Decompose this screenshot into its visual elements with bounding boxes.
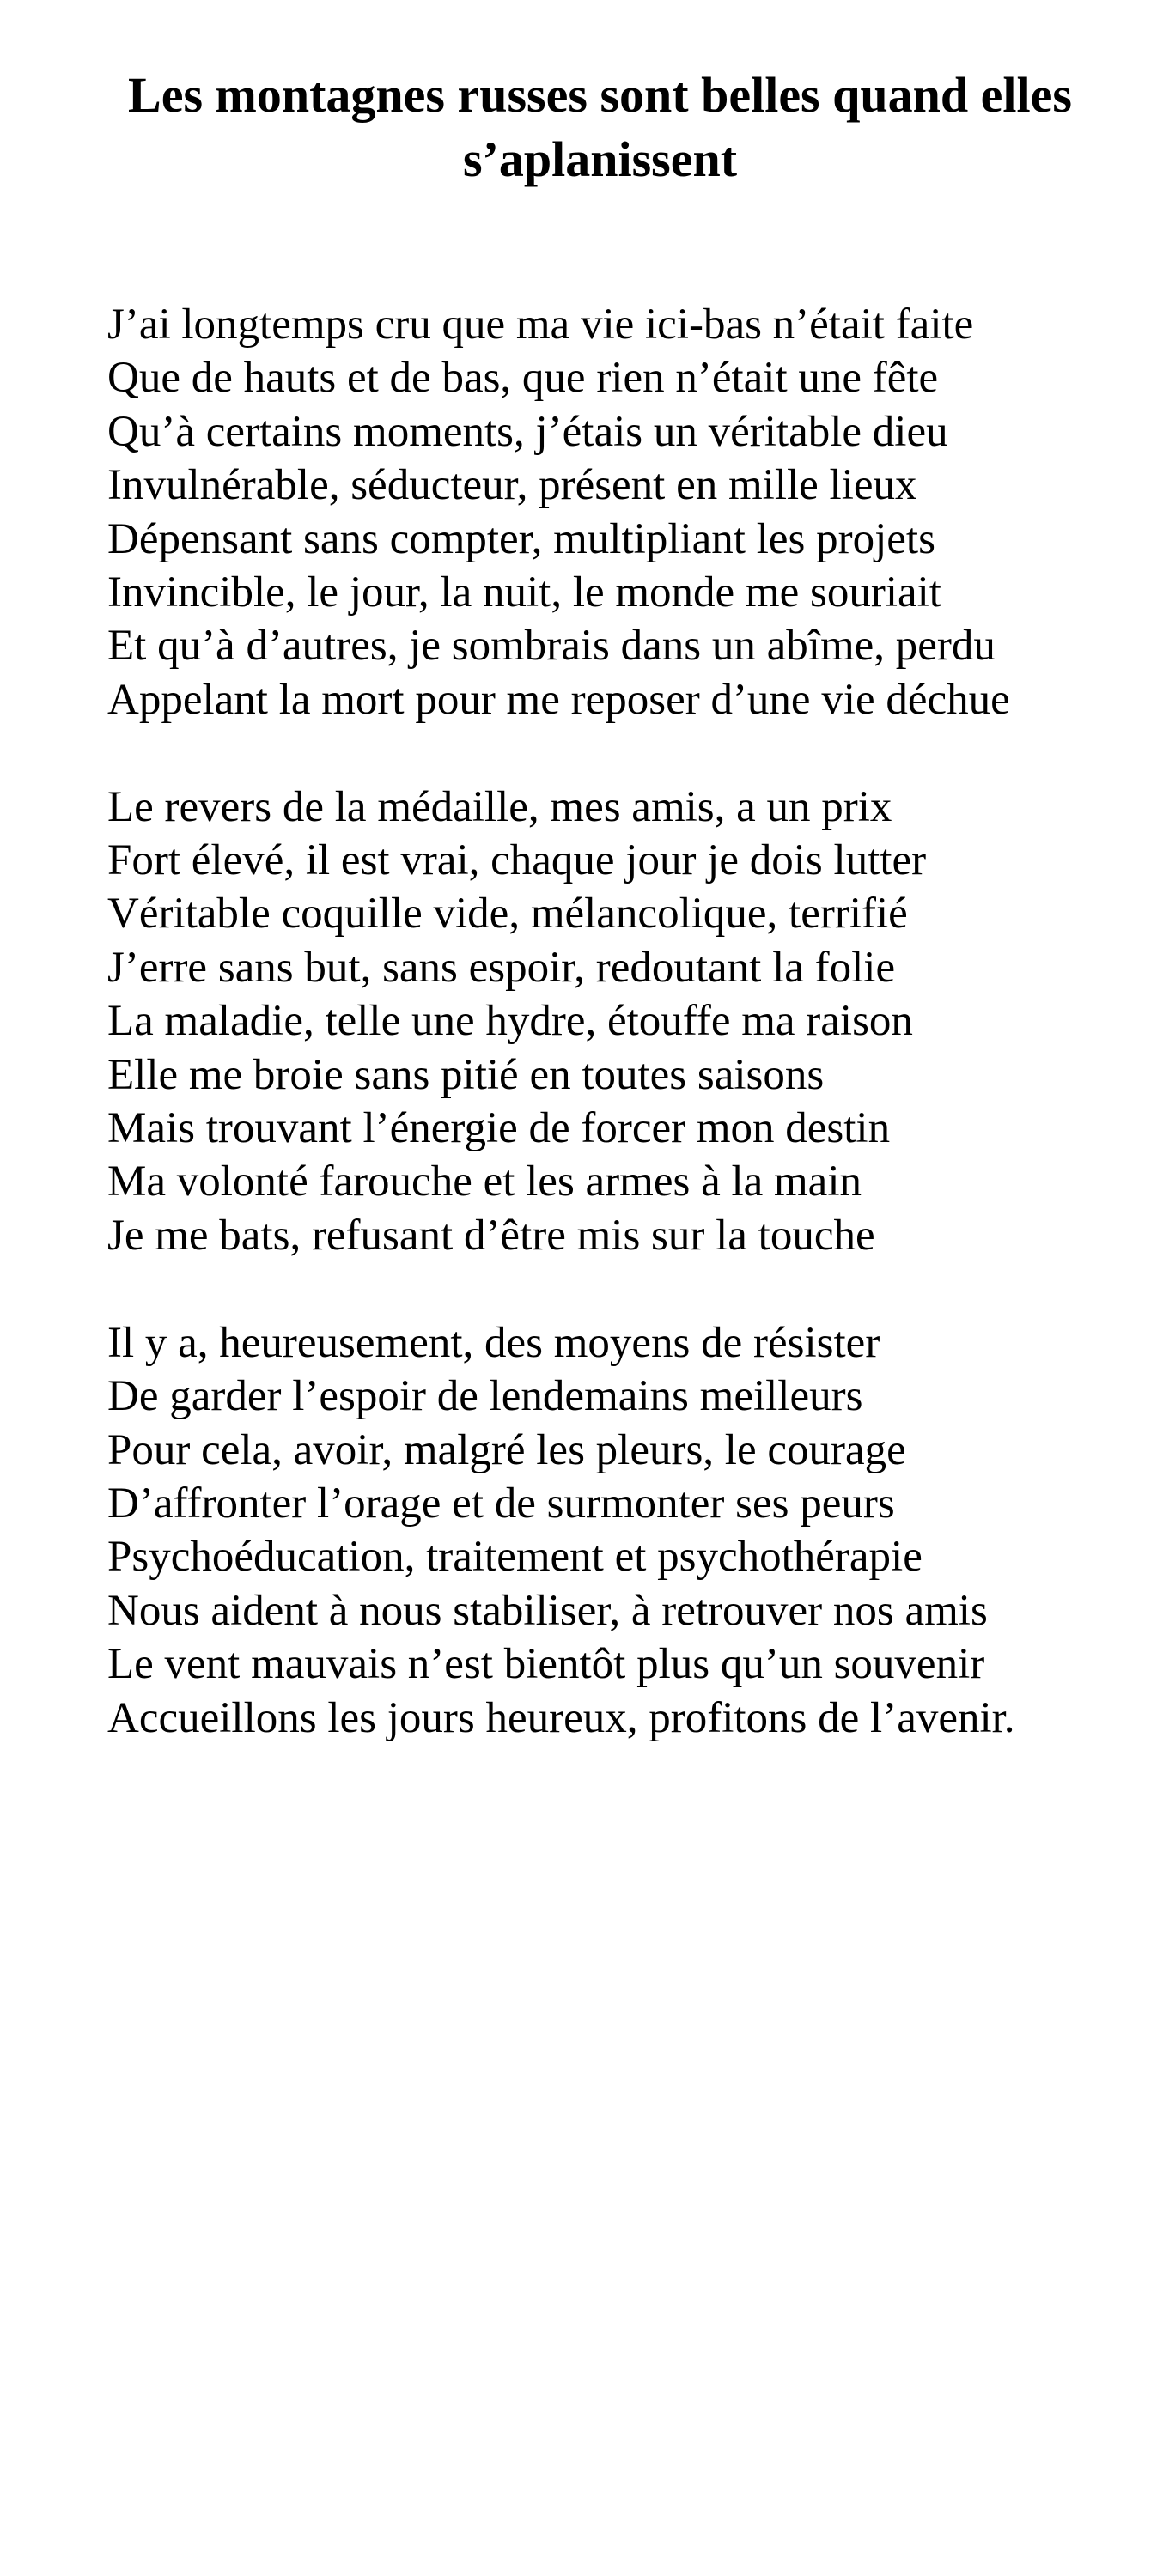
poem-line: Il y a, heureusement, des moyens de résister (107, 1318, 880, 1367)
poem-line: Le vent mauvais n’est bientôt plus qu’un souvenir (107, 1640, 985, 1689)
poem-line: La maladie, telle une hydre, étouffe ma raison (107, 997, 913, 1046)
poem-line: Ma volonté farouche et les armes à la main (107, 1157, 862, 1206)
poem-line: Elle me broie sans pitié en toutes saisons (107, 1050, 825, 1099)
poem-line: J’ai longtemps cru que ma vie ici-bas n’était faite (107, 301, 974, 349)
stanza-1 (107, 298, 1157, 726)
poem-line: Pour cela, avoir, malgré les pleurs, le courage (107, 1425, 906, 1474)
poem-body (0, 298, 1157, 1745)
poem-line: Que de hauts et de bas, que rien n’était une fête (107, 354, 939, 403)
stanza-2 (107, 781, 1157, 1263)
poem-line: D’affronter l’orage et de surmonter ses peurs (107, 1479, 895, 1528)
poem-title-line-1: Les montagnes russes sont belles quand elles (128, 67, 1072, 123)
document-page (0, 63, 1157, 2576)
poem-line: Qu’à certains moments, j’étais un véritable dieu (107, 407, 948, 456)
poem-line: Appelant la mort pour me reposer d’une vie déchue (107, 675, 1010, 724)
poem-line: Et qu’à d’autres, je sombrais dans un abîme, perdu (107, 622, 996, 671)
poem-line: Le revers de la médaille, mes amis, a un prix (107, 782, 892, 831)
poem-line: Mais trouvant l’énergie de forcer mon destin (107, 1104, 891, 1153)
poem-line: Véritable coquille vide, mélancolique, terrifié (107, 890, 908, 939)
poem-line: Invulnérable, séducteur, présent en mille lieux (107, 461, 917, 510)
poem-line: Fort élevé, il est vrai, chaque jour je dois lutter (107, 836, 927, 885)
poem-line: Dépensant sans compter, multipliant les projets (107, 514, 935, 563)
stanza-3 (107, 1316, 1157, 1745)
poem-line: Accueillons les jours heureux, profitons de l’avenir. (107, 1693, 1015, 1742)
poem-line: De garder l’espoir de lendemains meilleurs (107, 1372, 863, 1421)
poem-title (107, 63, 1093, 191)
poem-line: Invincible, le jour, la nuit, le monde me souriait (107, 568, 941, 617)
poem-line: Je me bats, refusant d’être mis sur la touche (107, 1211, 875, 1260)
poem-title-line-2: s’aplanissent (462, 131, 738, 187)
poem-line: Psychoéducation, traitement et psychothérapie (107, 1533, 923, 1582)
poem-line: J’erre sans but, sans espoir, redoutant la folie (107, 943, 896, 992)
poem-line: Nous aident à nous stabiliser, à retrouver nos amis (107, 1586, 988, 1635)
